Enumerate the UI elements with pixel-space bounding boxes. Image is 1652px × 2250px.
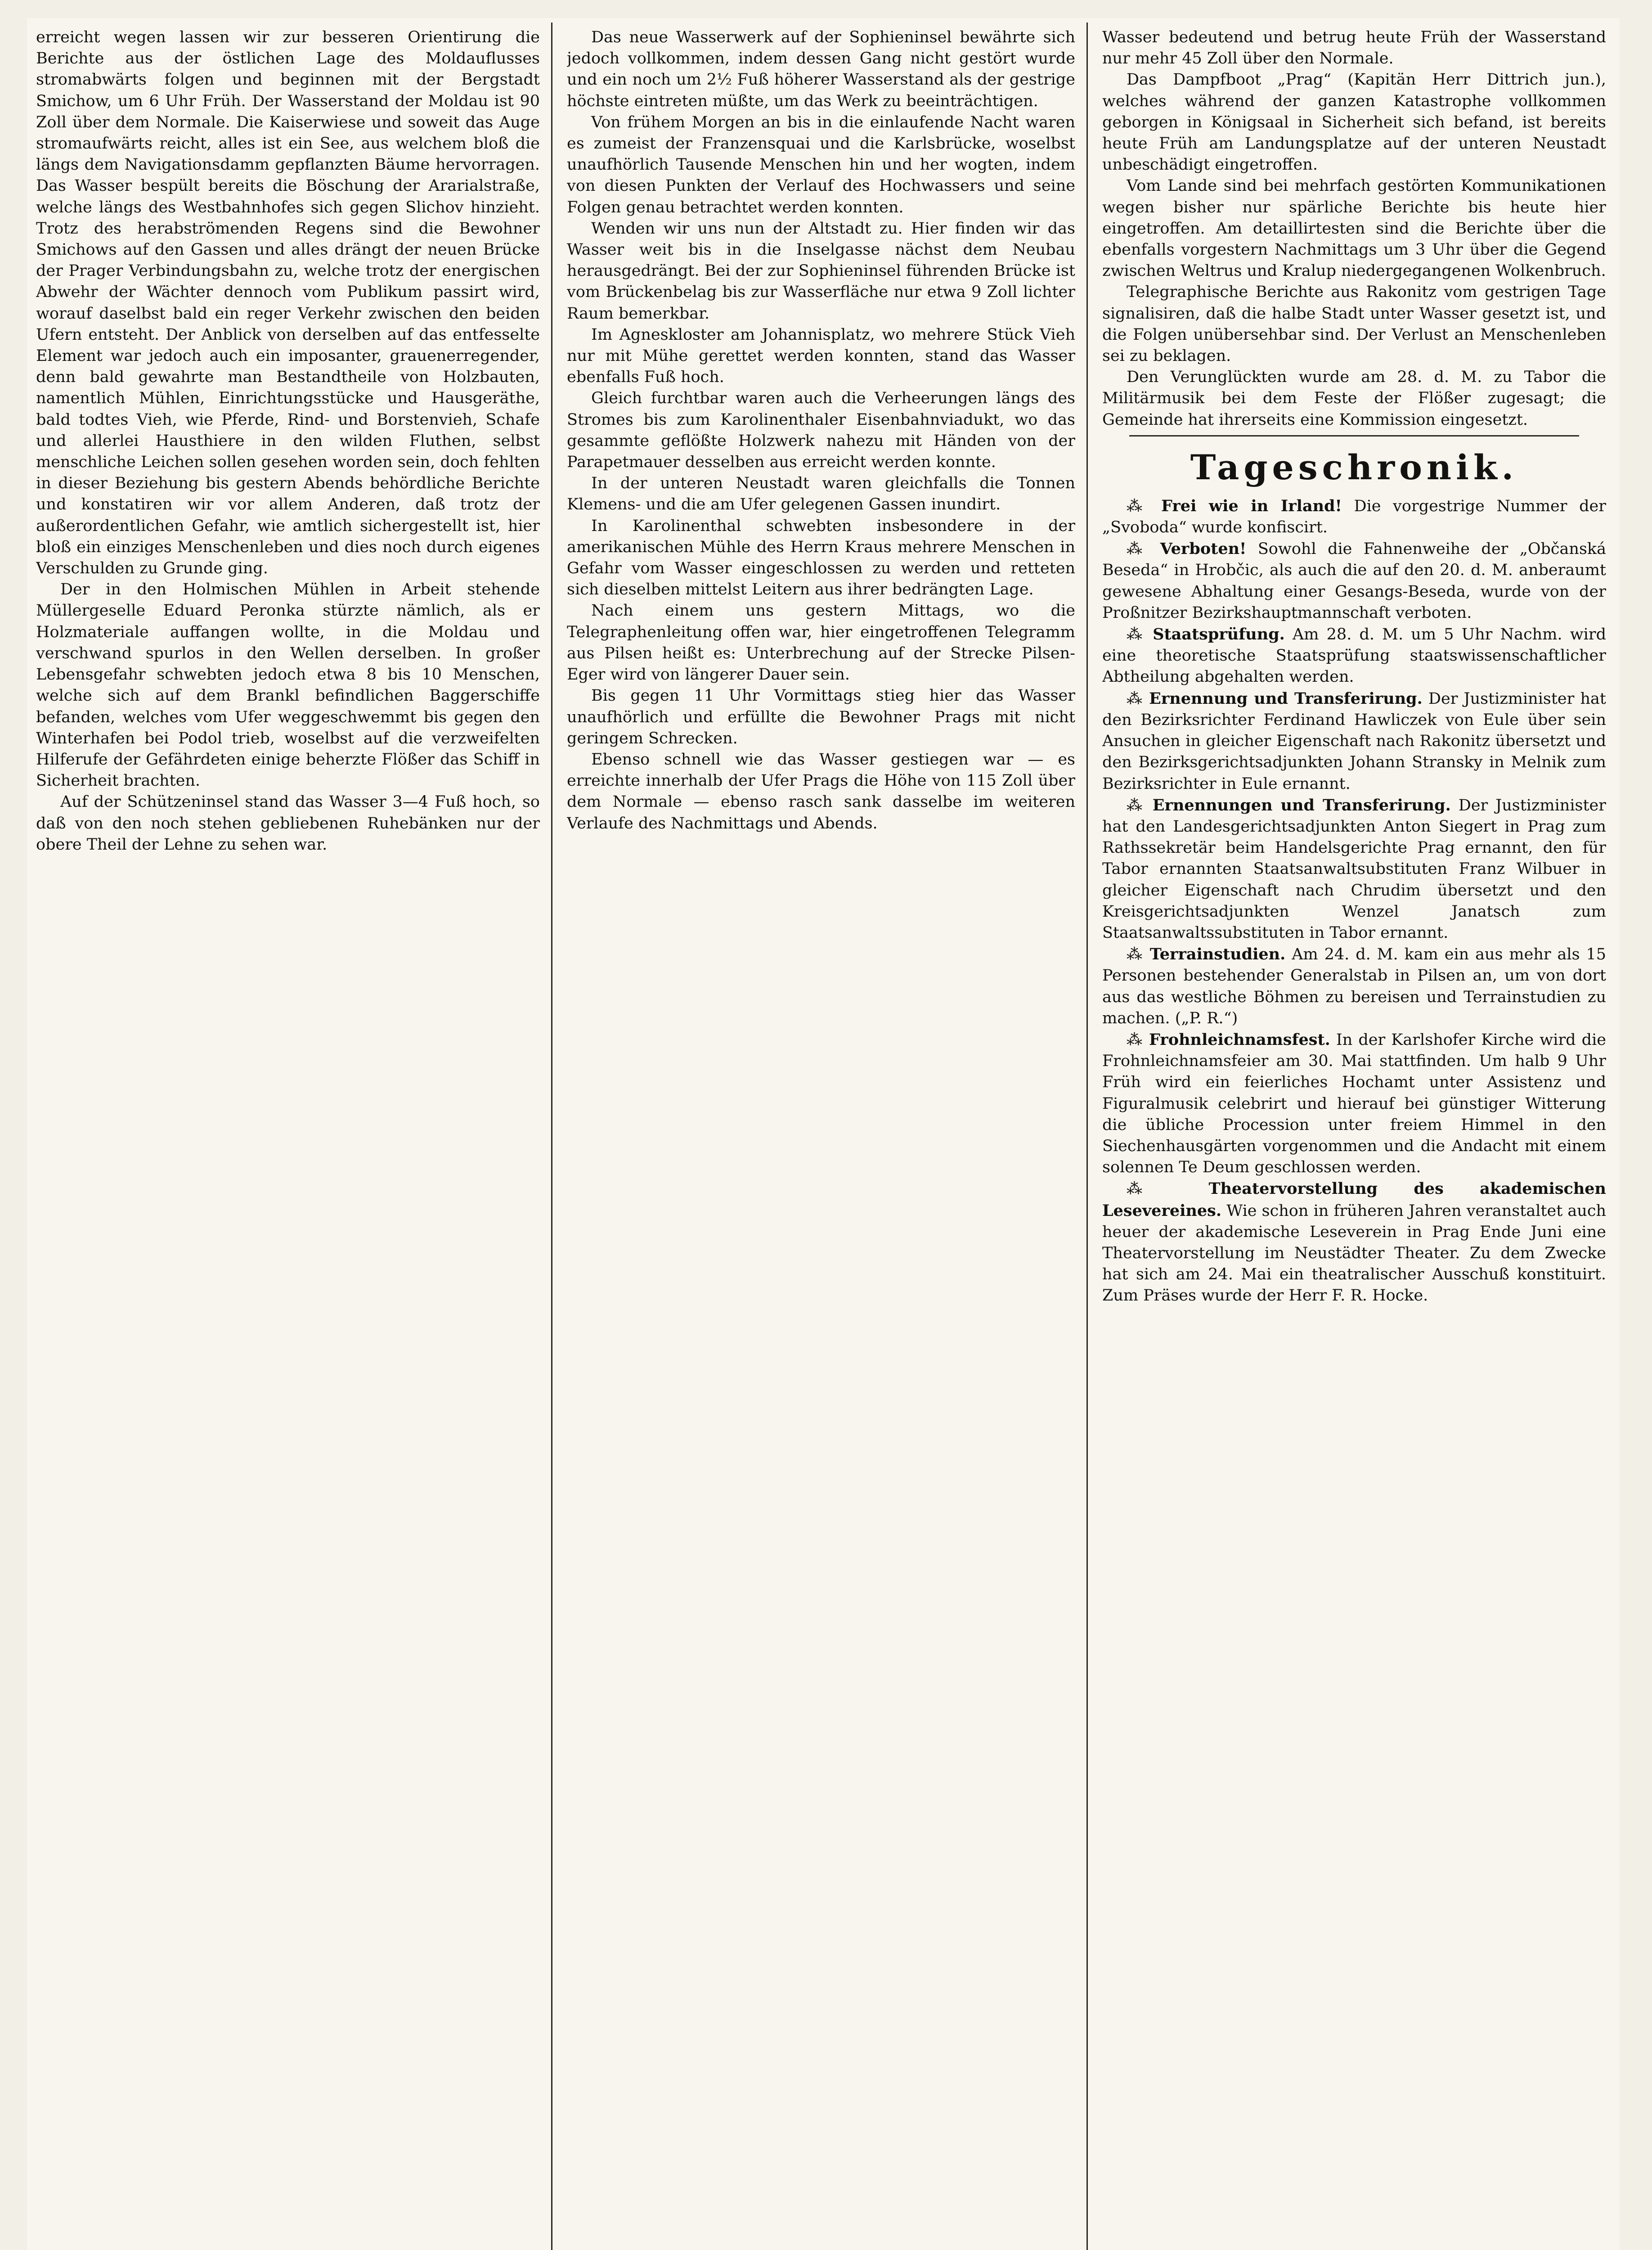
news-item <box>1102 944 1606 1029</box>
news-item-title: Theatervorstellung des akademischen Lesevereines. <box>1102 1179 1606 1220</box>
paragraph: Wasser bedeutend und betrug heute Früh der Wasserstand nur mehr 45 Zoll über den Normale. <box>1102 28 1606 68</box>
paragraph: Ebenso schnell wie das Wasser gestiegen war — es erreichte innerhalb der Ufer Prags die Höhe von 115 Zoll über dem Normale — ebenso rasch sank dasselbe im weiteren Verlaufe des Nachmittags und Abends. <box>567 750 1075 832</box>
news-item <box>1102 1029 1606 1178</box>
item-marker: ⁂ <box>1127 1180 1209 1198</box>
paragraph: Bis gegen 11 Uhr Vormittags stieg hier das Wasser unaufhörlich und erfüllte die Bewohner Prags mit nicht geringem Schrecken. <box>567 687 1075 747</box>
paragraph: Telegraphische Berichte aus Rakonitz vom gestrigen Tage signalisiren, daß die halbe Stadt unter Wasser gesetzt ist, und die Folgen unübersehbar sind. Der Verlust an Menschenleben sei zu beklagen. <box>1102 283 1606 365</box>
paragraph: Der in den Holmischen Mühlen in Arbeit stehende Müllergeselle Eduard Peronka stürzte nämlich, als er Holzmateriale auffangen wollte, in die Moldau und verschwand spurlos in den Wellen derselben. In großer Lebensgefahr schwebten jedoch etwa 8 bis 10 Menschen, welche sich auf dem Brankl befindlichen Baggerschiffe befanden, welches vom Ufer weggeschwemmt bis gegen den Winterhafen bei Podol trieb, woselbst auf die verzweifelten Hilferufe der Gefährdeten einige beherzte Flößer das Schiff in Sicherheit brachten. <box>36 580 540 790</box>
paragraph: Von frühem Morgen an bis in die einlaufende Nacht waren es zumeist der Franzensquai und die Karlsbrücke, woselbst unaufhörlich Tausende Menschen hin und her wogten, indem von diesen Punkten der Verlauf des Hochwassers und seine Folgen genau betrachtet werden konnten. <box>567 113 1075 216</box>
paragraph: Vom Lande sind bei mehrfach gestörten Kommunikationen wegen bisher nur spärliche Berichte bis heute hier eingetroffen. Am detaillirtesten sind die Berichte über die ebenfalls vorgestern Nachmittags um 3 Uhr über die Gegend zwischen Weltrus und Kralup niedergegangenen Wolkenbruch. <box>1102 177 1606 280</box>
item-marker: ⁂ <box>1127 540 1160 558</box>
section-rule <box>1129 435 1579 436</box>
news-item-title: Ernennung und Transferirung. <box>1149 689 1423 708</box>
news-item-text: Am 28. d. M. um 5 Uhr Nachm. wird eine theoretische Staatsprüfung staatswissenschaftlicher Abtheilung abgehalten werden. <box>1102 626 1606 686</box>
news-item <box>1102 795 1606 944</box>
news-item-text: Wie schon in früheren Jahren veranstaltet auch heuer der akademische Leseverein in Prag Ende Juni eine Theatervorstellung im Neustädter Theater. Zu dem Zwecke hat sich am 24. Mai ein theatralischer Ausschuß konstituirt. Zum Präses wurde der Herr F. R. Hocke. <box>1102 1202 1606 1305</box>
news-item <box>1102 624 1606 688</box>
news-item-title: Verboten! <box>1160 540 1247 558</box>
paragraph: Das neue Wasserwerk auf der Sophieninsel bewährte sich jedoch vollkommen, indem dessen Gang nicht gestört wurde und ein noch um 2½ Fuß höherer Wasserstand als der gestrige höchste eintreten müßte, um das Werk zu beeinträchtigen. <box>567 28 1075 110</box>
paragraph: Im Agneskloster am Johannisplatz, wo mehrere Stück Vieh nur mit Mühe gerettet werden konnten, stand das Wasser ebenfalls Fuß hoch. <box>567 325 1075 387</box>
news-item-text: Die vorgestrige Nummer der „Svoboda“ wurde konfiscirt. <box>1102 497 1606 537</box>
paragraph: Den Verunglückten wurde am 28. d. M. zu Tabor die Militärmusik bei dem Feste der Flößer zugesagt; die Gemeinde hat ihrerseits eine Kommission eingesetzt. <box>1102 368 1606 429</box>
news-item-title: Ernennungen und Transferirung. <box>1152 796 1451 814</box>
paragraph: Auf der Schützeninsel stand das Wasser 3—4 Fuß hoch, so daß von den noch stehen gebliebenen Ruhebänken nur der obere Theil der Lehne zu sehen war. <box>36 793 540 854</box>
paragraph: erreicht wegen lassen wir zur besseren Orientirung die Berichte aus der östlichen Lage des Moldauflusses stromabwärts folgen und beginnen mit der Bergstadt Smichow, um 6 Uhr Früh. Der Wasserstand der Moldau ist 90 Zoll über dem Normale. Die Kaiserwiese und soweit das Auge stromaufwärts reicht, alles ist ein See, aus welchem bloß die längs dem Navigationsdamm gepflanzten Bäume hervorragen. Das Wasser bespült bereits die Böschung der Ararialstraße, welche längs des Westbahnhofes sich gegen Slichov hinzieht. Trotz des herabströmenden Regens sind die Bewohner Smichows auf den Gassen und alles drängt der neuen Brücke der Prager Verbindungsbahn zu, welche trotz der energischen Abwehr der Wächter dennoch vom Publikum passirt wird, worauf daselbst bald ein reger Verkehr zwischen den beiden Ufern entsteht. Der Anblick von derselben auf das entfesselte Element war jedoch auch ein imposanter, grauenerregender, denn bald gewahrte man Bestandtheile von Holzbauten, namentlich Mühlen, Einrichtungsstücke und Hausgeräthe, bald todtes Vieh, wie Pferde, Rind- und Borstenvieh, Schafe und allerlei Hausthiere in den wilden Fluthen, selbst menschliche Leichen sollen gesehen worden sein, doch fehlten in dieser Beziehung bis gestern Abends behördliche Berichte und konstatiren wir vor allem Anderen, daß trotz der außerordentlichen Gefahr, wie amtlich sichergestellt ist, hier bloß ein einziges Menschenleben und dies noch durch eigenes Verschulden zu Grunde ging. <box>36 28 540 578</box>
news-item-text: Am 24. d. M. kam ein aus mehr als 15 Personen bestehender Generalstab in Pilsen an, um von dort aus das westliche Böhmen zu bereisen und Terrainstudien zu machen. („P. R.“) <box>1102 945 1606 1027</box>
paragraph: In der unteren Neustadt waren gleichfalls die Tonnen Klemens- und die am Ufer gelegenen Gassen inundirt. <box>567 474 1075 514</box>
news-items <box>1102 495 1606 1307</box>
news-item-title: Frohnleichnamsfest. <box>1149 1030 1330 1049</box>
column-rule <box>1086 22 1088 2250</box>
news-item-text: Sowohl die Fahnenweihe der „Občanská Beseda“ in Hrobčic, als auch die auf den 20. d. M. anberaumt gewesene Abhaltung einer Gesangs-Beseda, wurde von der Proßnitzer Bezirkshauptmannschaft verboten. <box>1102 540 1606 622</box>
news-item <box>1102 688 1606 795</box>
article-column-left <box>36 27 540 2250</box>
news-item-title: Frei wie in Irland! <box>1161 496 1342 515</box>
item-marker: ⁂ <box>1127 626 1153 644</box>
paragraph: In Karolinenthal schwebten insbesondere in der amerikanischen Mühle des Herrn Kraus mehrere Menschen in Gefahr vom Wasser eingeschlossen zu werden und retteten sich dieselben mittelst Leitern aus ihrer bedrängten Lage. <box>567 517 1075 599</box>
paragraph: Wenden wir uns nun der Altstadt zu. Hier finden wir das Wasser weit bis in die Inselgasse nächst dem Neubau herausgedrängt. Bei der zur Sophieninsel führenden Brücke ist vom Brückenbelag bis zur Wasserfläche nur etwa 9 Zoll lichter Raum bemerkbar. <box>567 219 1075 323</box>
item-marker: ⁂ <box>1127 945 1150 964</box>
paragraph: Gleich furchtbar waren auch die Verheerungen längs des Stromes bis zum Karolinenthaler Eisenbahnviadukt, wo das gesammte geflößte Holzwerk nahezu mit Händen von der Parapetmauer desselben aus erreicht werden konnte. <box>567 389 1075 472</box>
item-marker: ⁂ <box>1127 1030 1149 1049</box>
news-item-title: Terrainstudien. <box>1149 945 1286 964</box>
column-rule <box>551 22 552 2250</box>
news-item-text: In der Karlshofer Kirche wird die Frohnleichnamsfeier am 30. Mai stattfinden. Um halb 9 Uhr Früh wird ein feierliches Hochamt unter Assistenz und Figuralmusik celebrirt und hierauf bei günstiger Witterung die übliche Procession unter freiem Himmel in den Siechenhausgärten vorgenommen und die Andacht mit einem solennen Te Deum geschlossen werden. <box>1102 1030 1606 1177</box>
news-item <box>1102 495 1606 538</box>
item-marker: ⁂ <box>1127 796 1153 814</box>
news-item <box>1102 538 1606 624</box>
news-item-text: Der Justizminister hat den Landesgerichtsadjunkten Anton Siegert in Prag zum Rathssekretär beim Handelsgerichte Prag ernannt, den für Tabor ernannten Staatsanwaltsubstituten Franz Wilbuer in gleicher Eigenschaft nach Chrudim übersetzt und den Kreisgerichtsadjunkten Wenzel Janatsch zum Staatsanwaltssubstituten in Tabor ernannt. <box>1102 796 1606 942</box>
section-heading: Tageschronik. <box>1190 447 1518 487</box>
item-marker: ⁂ <box>1127 689 1149 708</box>
newspaper-page <box>27 18 1620 2250</box>
news-item-text: Der Justizminister hat den Bezirksrichter Ferdinand Hawliczek von Eule über sein Ansuchen in gleicher Eigenschaft nach Rakonitz übersetzt und den Bezirksgerichtsadjunkten Johann Stransky in Melnik zum Bezirksrichter in Eule ernannt. <box>1102 689 1606 793</box>
news-item <box>1102 1178 1606 1306</box>
item-marker: ⁂ <box>1127 497 1162 515</box>
article-column-right <box>1102 27 1606 2250</box>
news-item-title: Staatsprüfung. <box>1153 625 1285 644</box>
paragraph: Nach einem uns gestern Mittags, wo die Telegraphenleitung offen war, hier eingetroffenen Telegramm aus Pilsen heißt es: Unterbrechung auf der Strecke Pilsen-Eger wird von längerer Dauer sein. <box>567 602 1075 684</box>
paragraph: Das Dampfboot „Prag“ (Kapitän Herr Dittrich jun.), welches während der ganzen Katastrophe vollkommen geborgen in Königsaal in Sicherheit sich befand, ist bereits heute Früh am Landungsplatze auf der unteren Neustadt unbeschädigt eingetroffen. <box>1102 71 1606 174</box>
article-column-middle <box>567 27 1075 2250</box>
